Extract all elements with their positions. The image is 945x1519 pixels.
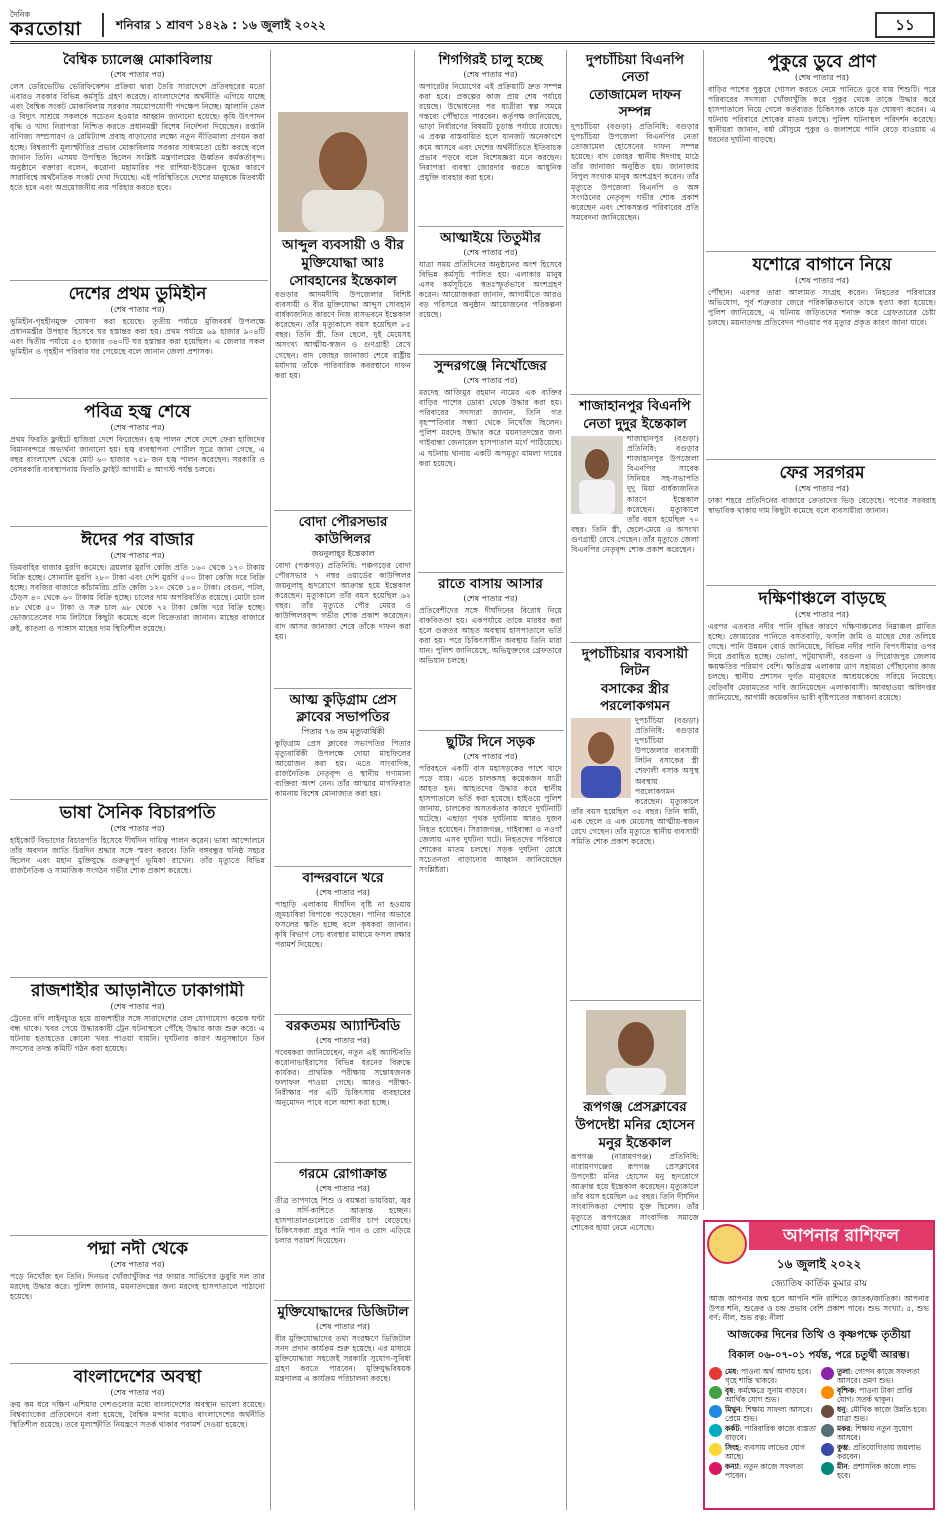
sign-prediction: কর্মক্ষেত্রে সুনাম বাড়বে। আর্থিক যোগ শুভ। [725, 1385, 807, 1404]
article-body: বীর মুক্তিযোদ্ধাদের তথ্য সংরক্ষণে ডিজিটাল সনদ প্রদান কার্যক্রম শুরু হয়েছে। এর মাধ্যমে মুক্তিযোদ্ধারা সহজেই সরকারি সুযোগ-সুবিধা গ্রহণ করতে পারবেন। মুক্তিযুদ্ধবিষয়ক মন্ত্রণালয় এ কার্যক্রম পরিচালনা করছে। [275, 1334, 411, 1384]
article-body: অপারেটর নিয়োগের এই প্রক্রিয়াটি দ্রুত সম্পন্ন করা হবে। প্রকল্পের কাজ প্রায় শেষ পর্যায়ে রয়েছে। উদ্বোধনের পর যাত্রীরা স্বল্প সময়ে গন্তব্যে পৌঁছাতে পারবেন। কর্তৃপক্ষ জানিয়েছে, ভাড়া নির্ধারণের বিষয়টি চূড়ান্ত পর্যায়ে রয়েছে। এ প্রকল্প বাস্তবায়িত হলে যানজট অনেকাংশে কমে আসবে এবং দেশের অর্থনীতিতে ইতিবাচক প্রভাব পড়বে বলে বিশেষজ্ঞরা মনে করছেন। নিরাপত্তা ব্যবস্থা জোরদার করতে আধুনিক প্রযুক্তি ব্যবহার করা হবে। [419, 82, 562, 182]
divider [706, 459, 936, 460]
horoscope-date: ১৬ জুলাই ২০২২ [776, 1257, 862, 1271]
continuation-note: (শেষ পাতার পর) [110, 1388, 165, 1397]
zodiac-sign-icon [709, 1424, 722, 1437]
continuation-note: (শেষ পাতার পর) [110, 1002, 165, 1011]
zodiac-sign-icon [821, 1405, 834, 1418]
sign-text: তুলা: গোপন কাজে সফলতা আসবে। ভ্রমণ শুভ। [837, 1366, 920, 1385]
zodiac-sign-icon [821, 1367, 834, 1380]
article-bandarban [275, 870, 411, 1010]
headline: বৈশ্বিক চ্যালেঞ্জ মোকাবিলায় [62, 52, 213, 68]
article-body: লেস ডেরিভেটিভ ভেরিফিকেশন প্রক্রিয়া দ্বারা তৈরি সারাদেশে প্রতিবছরের মতো এবারও সরকার বিভিন্ন কর্মসূচি গ্রহণ করেছে। বাংলাদেশের অর্থনীতি এগিয়ে যাচ্ছে এবং বৈশ্বিক সংকট মোকাবিলায় সরকার সময়োপযোগী পদক্ষেপ নিচ্ছে। জ্বালানি তেল ও বিদ্যুৎ সাশ্রয়ে সকলকে সচেতন হওয়ার আহ্বান জানানো হয়েছে। কৃষি উৎপাদন বৃদ্ধি ও খাদ্য নিরাপত্তা নিশ্চিত করতে প্রধানমন্ত্রী বিশেষ নির্দেশনা দিয়েছেন। রপ্তানি বাণিজ্য সম্প্রসারণ ও রেমিট্যান্স প্রবাহ বাড়ানোর লক্ষ্যে নতুন নীতিমালা প্রণয়ন করা হচ্ছে। বিশ্বব্যাপী মূল্যস্ফীতির প্রভাব মোকাবিলায় সরকার সাধ্যমতো চেষ্টা করছে বলে জানান তিনি। এসময় উপস্থিত ছিলেন সংশ্লিষ্ট মন্ত্রণালয়ের ঊর্ধ্বতন কর্মকর্তাবৃন্দ। অনুষ্ঠানে বক্তারা বলেন, করোনা মহামারির পর রাশিয়া-ইউক্রেন যুদ্ধের কারণে সারাবিশ্বে অর্থনৈতিক সংকট দেখা দিয়েছে। এই পরিস্থিতিতে দেশের মানুষকে মিতব্যয়ী হতে হবে এবং অপ্রয়োজনীয় ব্যয় পরিহার করতে হবে। [10, 82, 265, 192]
continuation-note: (শেষ পাতার পর) [110, 305, 165, 314]
headline: দুপচাঁচিয়া বিএনপি নেতা [586, 52, 684, 85]
column-rule [566, 50, 567, 1510]
divider [570, 394, 701, 395]
headline: রাতে বাসায় আসার [438, 576, 543, 592]
article-padma-river [10, 1239, 265, 1359]
sign-text: মীন: প্রশাসনিক কাজে লাভ হবে। [837, 1461, 916, 1480]
article-body: ডিমবাহির বাজার মুরগি কমেছে। ব্রয়লার মুরগি কেজি প্রতি ১৬০ থেকে ১৭০ টাকায় বিক্রি হচ্ছে। সোনালি মুরগি ২৮০ টাকা এবং দেশি মুরগি ৫০০ টাকা কেজি দরে বিক্রি হচ্ছে। সবজির বাজারে কাঁচামরিচ প্রতি কেজি ১২০ থেকে ১৪০ টাকা। বেগুন, পটল, ঢেঁড়স ৪০ থেকে ৬০ টাকায় বিক্রি হচ্ছে। চালের দাম অপরিবর্তিত রয়েছে। মোটা চাল ৪৮ থেকে ৫০ টাকা ও সরু চাল ৬৮ থেকে ৭২ টাকা কেজি দরে বিক্রি হচ্ছে। ভোজ্যতেলের দাম লিটারে কিছুটা কমেছে বলে বিক্রেতারা জানান। মাছের বাজারে রুই, কাতলা ও পাঙ্গাস মাছের দাম স্থিতিশীল রয়েছে। [10, 563, 265, 633]
article-pond-drowning [708, 52, 936, 247]
divider [274, 1162, 412, 1163]
zodiac-sign-icon [709, 1443, 722, 1456]
divider [10, 1235, 268, 1236]
article-night-home [419, 576, 562, 726]
article-body: মরদেহ আজিমুর রহমান নামের এক ব্যক্তির বাড়ির পাশের ডোবা থেকে উদ্ধার করা হয়। পরিবারের সদস্যরা জানান, তিনি গত বৃহস্পতিবার সন্ধ্যা থেকে নিখোঁজ ছিলেন। পুলিশ মরদেহ উদ্ধার করে ময়নাতদন্তের জন্য গাইবান্ধা জেনারেল হাসপাতাল মর্গে পাঠিয়েছে। এ ঘটনায় থানায় একটি অপমৃত্যু মামলা দায়ের করা হয়েছে। [419, 388, 562, 468]
article-body: বাড়ির পাশের পুকুরে গোসল করতে নেমে পানিতে ডুবে যায় শিশুটি। পরে পরিবারের সদস্যরা খোঁজাখুঁজি করে পুকুর থেকে তাকে উদ্ধার করে হাসপাতালে নিয়ে গেলে কর্তব্যরত চিকিৎসক তাকে মৃত ঘোষণা করেন। এ ঘটনায় পরিবারে শোকের মাতম চলছে। পুলিশ ঘটনাস্থল পরিদর্শন করেছে। স্থানীয়রা জানান, বর্ষা মৌসুমে পুকুর ও জলাশয়ে পানি বেড়ে যাওয়ায় এ ধরনের দুর্ঘটনা বাড়ছে। [708, 85, 936, 145]
article-body: প্রথম ফিরতি ফ্লাইটে হাজিরা দেশে ফিরেছেন। হজ্ব পালন শেষে দেশে ফেরা হাজিদের বিমানবন্দরে অভ্যর্থনা জানানো হয়। হজ্ব ব্যবস্থাপনা পোর্টাল সূত্রে জানা গেছে, এ বছর বাংলাদেশ থেকে মোট ৬০ হাজার ৭৫৮ জন হজ্ব পালন করেছেন। সরকারি ও বেসরকারি ব্যবস্থাপনায় ফিরতি ফ্লাইট আগামী ৪ আগস্ট পর্যন্ত চলবে। [10, 435, 265, 475]
masthead-name: করতোয়া [10, 17, 82, 40]
article-rupganj-press [571, 1098, 699, 1512]
continuation-note: (শেষ পাতার পর) [463, 70, 518, 79]
article-body: ক্রয় কম ধরে দক্ষিণ এশিয়ার দেশগুলোর মধ্যে বাংলাদেশের অবস্থান ভালো রয়েছে। বিশ্বব্যাংকের প্রতিবেদনে বলা হয়েছে, বৈশ্বিক মন্দার মধ্যেও বাংলাদেশের অর্থনীতি স্থিতিশীল রয়েছে। তবে মূল্যস্ফীতি নিয়ন্ত্রণে সতর্ক থাকার পরামর্শ দেওয়া হয়েছে। [10, 1400, 265, 1430]
divider [418, 226, 564, 227]
portrait-image [278, 112, 408, 232]
sign-name: মকর [837, 1423, 851, 1433]
article-language-soldier [10, 803, 265, 973]
continuation-note: (শেষ পাতার পর) [110, 70, 165, 79]
subheadline: জয়নুলাহ্‌র ইন্তেকাল [311, 549, 375, 558]
article-launch-soon [419, 52, 562, 222]
continuation-note: (শেষ পাতার পর) [794, 484, 850, 493]
zodiac-sign-icon [821, 1462, 834, 1475]
horoscope-sign-item [709, 1405, 817, 1423]
divider [274, 1300, 412, 1301]
sign-prediction: পারিবারিক কাজে ব্যস্ততা বাড়বে। [725, 1423, 817, 1442]
horoscope-subtitle: আজকের দিনের তিথি ও কৃষ্ণপক্ষে তৃতীয়া [727, 1327, 911, 1341]
sign-text: মেষ: পাওনা অর্থ আদায় হবে। গৃহে শান্তি থাকবে। [725, 1366, 812, 1385]
headline: শাজাহানপুর বিএনপি [579, 398, 691, 414]
continuation-note: (শেষ পাতার পর) [463, 594, 518, 603]
horoscope-sign-item [709, 1462, 817, 1480]
headline: আত্ম কুড়িগ্রাম প্রেস ক্লাবের সভাপতির [289, 692, 397, 725]
continuation-note: (শেষ পাতার পর) [463, 248, 518, 257]
continuation-note: (শেষ পাতার পর) [315, 1036, 371, 1045]
portrait-photo [278, 112, 408, 232]
horoscope-box [703, 1220, 935, 1510]
article-body: ট্রেনের বগি লাইনচ্যুত হয়ে রাজশাহীর সঙ্গে সারাদেশের রেল যোগাযোগ কয়েক ঘণ্টা বন্ধ থাকে। খবর পেয়ে উদ্ধারকারী ট্রেন ঘটনাস্থলে পৌঁছে উদ্ধার কাজ শুরু করে। এ ঘটনায় হতাহতের কোনো খবর পাওয়া যায়নি। দুর্ঘটনার কারণ অনুসন্ধানে তিন সদস্যের তদন্ত কমিটি গঠন করা হয়েছে। [10, 1014, 265, 1054]
article-body: দুপচাঁচিয়া (বগুড়া) প্রতিনিধি: বগুড়ার দুপচাঁচিয়া উপজেলার ব্যবসায়ী লিটন বসাকের স্ত্রী শেফালী বসাক অসুস্থ অবস্থায় পরলোকগমন করেছেন। মৃত্যুকালে তাঁর বয়স হয়েছিল ৩৫ বছর। তিনি স্বামী, এক ছেলে ও এক মেয়েসহ আত্মীয়-স্বজন রেখে গেছেন। তাঁর মৃত্যুতে স্থানীয় ব্যবসায়ী সমিতি শোক প্রকাশ করেছে। [571, 716, 699, 847]
headline: যশোরে বাগানে নিয়ে [752, 255, 892, 275]
article-heat-disease [275, 1166, 411, 1296]
sign-text: মকর: শিক্ষায় নতুন সুযোগ আসবে। [837, 1423, 913, 1442]
article-body: পাহাড়ি এলাকায় দীর্ঘদিন বৃষ্টি না হওয়ায় জুমচাষিরা বিপাকে পড়েছেন। পানির অভাবে ফসলের ক্ষতি হচ্ছে বলে কৃষকরা জানান। কৃষি বিভাগ সেচ ব্যবস্থার মাধ্যমে ফসল রক্ষার পরামর্শ দিয়েছে। [275, 900, 411, 950]
article-rajshahi-train [10, 981, 265, 1231]
sign-name: মিথুন [725, 1404, 741, 1414]
divider [418, 730, 564, 731]
article-body: এরপর এতবার নদীর পানি বৃদ্ধির কারণে দক্ষিণাঞ্চলের নিম্নাঞ্চল প্লাবিত হচ্ছে। জোয়ারের পানিতে বসতবাড়ি, ফসলি জমি ও মাছের ঘের তলিয়ে গেছে। পানি উন্নয়ন বোর্ড জানিয়েছে, বিভিন্ন নদীর পানি বিপৎসীমার ওপর দিয়ে প্রবাহিত হচ্ছে। ভোলা, পটুয়াখালী, বরগুনা ও পিরোজপুর জেলায় ক্ষয়ক্ষতির পরিমাণ বেশি। ক্ষতিগ্রস্ত এলাকায় ত্রাণ সহায়তা পৌঁছানোর কাজ চলছে। স্থানীয় প্রশাসন দুর্গত মানুষদের আশ্রয়কেন্দ্রে সরিয়ে নিয়েছে। বেড়িবাঁধ মেরামতের দাবি জানিয়েছেন এলাকাবাসী। আবহাওয়া অধিদপ্তর জানিয়েছে, আগামী কয়েকদিন ভারী বৃষ্টিপাতের সম্ভাবনা রয়েছে। [708, 622, 936, 702]
sign-name: ধনু [837, 1404, 846, 1414]
article-bangladesh-position [10, 1367, 265, 1512]
horoscope-intro: আজ আপনার জন্ম হলে আপনি শনি রাশিতে জাতক/জাতিকা। আপনার উপর শনি, শুক্রের ও চন্দ্র প্রভাব বেশি প্রকাশ পাবে। শুভ সংখ্যা: ৫, শুভ বর্ণ: নীল, শুভ রত্ন: নীলা [709, 1294, 929, 1322]
sign-name: বৃশ্চিক [837, 1385, 855, 1395]
continuation-note: (শেষ পাতার পর) [794, 73, 850, 82]
horoscope-sign-item [709, 1386, 817, 1404]
article-global-challenge [10, 52, 265, 277]
sign-text: কর্কট: পারিবারিক কাজে ব্যস্ততা বাড়বে। [725, 1423, 817, 1442]
headline: সুন্দরগঞ্জে নিখোঁজের [434, 358, 547, 374]
article-body: গবেষকরা জানিয়েছেন, নতুন এই অ্যান্টিবডি করোনাভাইরাসের বিভিন্ন ধরনের বিরুদ্ধে কার্যকর। প্রাথমিক পরীক্ষায় সন্তোষজনক ফলাফল পাওয়া গেছে। আরও পরীক্ষা-নিরীক্ষার পর এটি চিকিৎসায় ব্যবহারের অনুমোদন পাবে বলে আশা করা হচ্ছে। [275, 1048, 411, 1108]
divider [418, 354, 564, 355]
article-body: রূপগঞ্জ (নারায়ণগঞ্জ) প্রতিনিধি: নারায়ণগঞ্জের রূপগঞ্জ প্রেসক্লাবের উপদেষ্টা মনির হোসেন মনু হৃদরোগে আক্রান্ত হয়ে ইন্তেকাল করেছেন। মৃত্যুকালে তাঁর বয়স হয়েছিল ৬৫ বছর। তিনি দীর্ঘদিন সাংবাদিকতা পেশায় যুক্ত ছিলেন। তাঁর মৃত্যুতে রূপগঞ্জের সাংবাদিক সমাজে শোকের ছায়া নেমে এসেছে। [571, 1152, 699, 1232]
divider [274, 866, 412, 867]
zodiac-sign-icon [821, 1386, 834, 1399]
divider [10, 799, 268, 800]
divider [570, 642, 701, 643]
divider [10, 280, 268, 281]
sign-text: বৃষ: কর্মক্ষেত্রে সুনাম বাড়বে। আর্থিক যোগ শুভ। [725, 1385, 807, 1404]
continuation-note: (শেষ পাতার পর) [315, 1184, 371, 1193]
zodiac-sign-icon [709, 1462, 722, 1475]
article-body: ভূমিহীন-গৃহহীনমুক্ত ঘোষণা করা হয়েছে। তৃতীয় পর্যায়ে মুজিববর্ষ উপলক্ষে প্রধানমন্ত্রীর উপহার হিসেবে ঘর হস্তান্তর করা হয়। প্রথম পর্যায়ে ৬৯ হাজার ৯০৪টি এবং দ্বিতীয় পর্যায়ে ৫৩ হাজার ৩৪০টি ঘর হস্তান্তর করা হয়েছিল। এ জেলার সকল ভূমিহীন ও গৃহহীন পরিবার ঘর পেয়েছে বলে জানান জেলা প্রশাসক। [10, 317, 265, 357]
divider [10, 398, 268, 399]
continuation-note: (শেষ পাতার পর) [110, 824, 165, 833]
photo-caption: রূপগঞ্জ প্রেসক্লাবের উপদেষ্টা মনির হোসেন মনুর ইন্তেকাল [575, 1099, 695, 1151]
photo-caption: আব্দুল ব্যবসায়ী ও বীর মুক্তিযোদ্ধা আঃ সোবহানের ইন্তেকাল [282, 237, 404, 289]
divider [570, 1000, 701, 1001]
article-titumir [419, 230, 562, 350]
continuation-note: (শেষ পাতার পর) [794, 610, 850, 619]
headline: আত্মাইয়ে তিতুমীর [440, 230, 541, 246]
article-body: পরিবহনে একটি বাস মহাসড়কের পাশে খাদে পড়ে যায়। এতে চালকসহ কয়েকজন যাত্রী আহত হন। আহতদের উদ্ধার করে স্থানীয় হাসপাতালে ভর্তি করা হয়েছে। হাইওয়ে পুলিশ জানায়, চালকের অসতর্কতার কারণে দুর্ঘটনাটি ঘটেছে। এছাড়া পৃথক দুর্ঘটনায় আরও দুজন নিহত হয়েছেন। সিরাজগঞ্জ, গাইবান্ধা ও নওগাঁ জেলায় এসব দুর্ঘটনা ঘটে। নিহতদের পরিবারে শোকের মাতম চলছে। সড়ক দুর্ঘটনা রোধে সচেতনতা বাড়ানোর আহ্বান জানিয়েছেন সংশ্লিষ্টরা। [419, 764, 562, 874]
zodiac-sign-icon [709, 1367, 722, 1380]
divider [706, 251, 936, 252]
headline: রাজশাহীর আড়ানীতে ঢাকাগামী [31, 981, 244, 1001]
sign-list [705, 1365, 933, 1482]
sign-text: বৃশ্চিক: পাওনা টাকা প্রাপ্তি যোগ। সতর্ক থাকুন। [837, 1385, 913, 1404]
portrait-photo [571, 718, 631, 798]
sign-prediction: নতুন কাজে সফলতা পাবেন। [725, 1461, 804, 1480]
portrait-image [571, 436, 623, 514]
article-antibody [275, 1018, 411, 1158]
continuation-note: (শেষ পাতার পর) [110, 1260, 165, 1269]
dateline: শনিবার ১ শ্রাবণ ১৪২৯ : ১৬ জুলাই ২০২২ [102, 13, 875, 37]
article-southern-flood [708, 589, 936, 1211]
sign-prediction: ব্যবসায় লাভের যোগ আছে। [725, 1442, 805, 1461]
sign-prediction: শিক্ষায় সাফল্য আসবে। প্রেমে শুভ। [725, 1404, 813, 1423]
horoscope-sign-item [821, 1367, 929, 1385]
continuation-note: (শেষ পাতার পর) [315, 1322, 371, 1331]
article-dupchanchia-bnp [571, 52, 699, 390]
headline: পদ্মা নদী থেকে [87, 1239, 188, 1259]
sign-text: ধনু: মৌখিক কাজে উন্নতি হবে। যাত্রা শুভ। [837, 1404, 927, 1423]
headline: পবিত্র হজ্ব শেষে [84, 402, 191, 422]
article-body: ঢাকা শহরে প্রতিদিনের বাজারে ক্রেতাদের ভিড় বেড়েছে। পণ্যের সরবরাহ স্বাভাবিক থাকায় দাম কিছুটা কমেছে বলে ব্যবসায়ীরা জানান। [708, 496, 936, 516]
zodiac-wheel-icon [707, 1224, 747, 1264]
sign-name: কন্যা [725, 1461, 739, 1471]
article-body: বগুড়ার আদমদীঘি উপজেলার বিশিষ্ট ব্যবসায়ী ও বীর মুক্তিযোদ্ধা আব্দুস সোবহান বার্ধক্যজনিত কারণে নিজ বাসভবনে ইন্তেকাল করেছেন। তাঁর মৃত্যুকালে বয়স হয়েছিল ৮৫ বছর। তিনি স্ত্রী, তিন ছেলে, দুই মেয়েসহ অসংখ্য আত্মীয়-স্বজন ও গুণগ্রাহী রেখে গেছেন। বাদ জোহর জানাজা শেষে রাষ্ট্রীয় মর্যাদায় তাঁকে পারিবারিক কবরস্থানে দাফন করা হয়। [275, 290, 411, 380]
subheadline: তোজামেল দাফন সম্পন্ন [588, 87, 682, 120]
article-hajj [10, 402, 265, 522]
continuation-note: (শেষ পাতার পর) [315, 888, 371, 897]
divider [274, 510, 412, 511]
article-body: যাত্রা সময় প্রতিদিনের অনুষ্ঠানের অংশ হিসেবে বিভিন্ন কর্মসূচি পালিত হয়। এলাকার মানুষ এসব কর্মসূচিতে স্বতঃস্ফূর্তভাবে অংশগ্রহণ করেন। আয়োজকরা জানান, আগামীতে আরও বড় পরিসরে অনুষ্ঠান আয়োজনের পরিকল্পনা রয়েছে। [419, 260, 562, 320]
divider [706, 585, 936, 586]
horoscope-sign-item [709, 1443, 817, 1461]
headline: গরমে রোগাক্রান্ত [299, 1166, 387, 1182]
sign-name: কুম্ভ [837, 1442, 849, 1452]
headline: দুপচাঁচিয়ার ব্যবসায়ী লিটন [581, 646, 689, 679]
article-kurigram-press [275, 692, 411, 862]
portrait-photo [586, 1010, 686, 1095]
article-body: শাজাহানপুর (বগুড়া) প্রতিনিধি: বগুড়ার শাজাহানপুর উপজেলা বিএনপির সাবেক সিনিয়র সহ-সভাপতি দুদু মিয়া বার্ধক্যজনিত কারণে ইন্তেকাল করেছেন। মৃত্যুকালে তাঁর বয়স হয়েছিল ৭০ বছর। তিনি স্ত্রী, ছেলে-মেয়ে ও অসংখ্য গুণগ্রাহী রেখে গেছেন। তাঁর মৃত্যুতে জেলা বিএনপির নেতৃবৃন্দ শোক প্রকাশ করেছেন। [571, 434, 699, 555]
headline: বাংলাদেশের অবস্থা [73, 1367, 202, 1387]
horoscope-sign-item [821, 1462, 929, 1480]
sign-name: মেষ [725, 1366, 737, 1376]
zodiac-sign-icon [821, 1424, 834, 1437]
sign-text: মিথুন: শিক্ষায় সাফল্য আসবে। প্রেমে শুভ। [725, 1404, 813, 1423]
article-body: প্রতিবেশীদের সঙ্গে দীর্ঘদিনের বিরোধ নিয়ে বাকবিতণ্ডা হয়। একপর্যায়ে তাকে মারধর করা হলে গুরুতর আহত অবস্থায় হাসপাতালে ভর্তি করা হয়। পরে চিকিৎসাধীন অবস্থায় তিনি মারা যান। পুলিশ জানিয়েছে, অভিযুক্তদের গ্রেফতারে অভিযান চলছে। [419, 606, 562, 666]
continuation-note: (শেষ পাতার পর) [463, 376, 518, 385]
article-sundarganj-missing [419, 358, 562, 568]
sign-name: মীন [837, 1461, 848, 1471]
article-market-after-eid [10, 530, 265, 795]
zodiac-sign-icon [821, 1443, 834, 1456]
headline: ভাষা সৈনিক বিচারপতি [59, 803, 216, 823]
subheadline: বসাকের স্ত্রীর পরলোকগমন [600, 681, 670, 714]
continuation-note: (শেষ পাতার পর) [794, 276, 850, 285]
portrait-image [586, 1010, 686, 1095]
zodiac-sign-icon [709, 1405, 722, 1418]
headline: ঈদের পর বাজার [81, 530, 194, 550]
sign-text: কুম্ভ: প্রতিযোগিতায় জয়লাভ করবেন। [837, 1442, 921, 1461]
article-holiday-road [419, 734, 562, 1512]
sign-prediction: প্রতিযোগিতায় জয়লাভ করবেন। [837, 1442, 921, 1461]
article-body: পড়ে নিখোঁজ হন তিনি। দিনভর খোঁজাখুঁজির পর ফায়ার সার্ভিসের ডুবুরি দল তার মরদেহ উদ্ধার করে। পুলিশ জানায়, ময়নাতদন্তের জন্য মরদেহ হাসপাতালে পাঠানো হয়েছে। [10, 1272, 265, 1302]
sign-prediction: পাওনা টাকা প্রাপ্তি যোগ। সতর্ক থাকুন। [837, 1385, 913, 1404]
divider [10, 977, 268, 978]
masthead-small: দৈনিক [10, 9, 31, 19]
sign-text: কন্যা: নতুন কাজে সফলতা পাবেন। [725, 1461, 804, 1480]
horoscope-sign-item [821, 1405, 929, 1423]
divider [274, 688, 412, 689]
article-freedom-fighter-digital [275, 1304, 411, 1512]
headline: ছুটির দিনে সড়ক [446, 734, 535, 750]
column-rule [703, 50, 704, 1210]
article-jessore-garden [708, 255, 936, 455]
headline: মুক্তিযোদ্ধাদের ডিজিটাল [277, 1304, 409, 1320]
horoscope-sign-item [821, 1443, 929, 1461]
headline: ফের সরগরম [779, 463, 865, 483]
sign-prediction: মৌখিক কাজে উন্নতি হবে। যাত্রা শুভ। [837, 1404, 927, 1423]
horoscope-sign-item [821, 1424, 929, 1442]
article-body: তীব্র তাপদাহে শিশু ও বয়স্করা ডায়রিয়া, জ্বর ও সর্দি-কাশিতে আক্রান্ত হচ্ছেন। হাসপাতালগুলোতে রোগীর চাপ বেড়েছে। চিকিৎসকরা প্রচুর পানি পান ও রোদ এড়িয়ে চলার পরামর্শ দিয়েছেন। [275, 1196, 411, 1246]
sign-prediction: গোপন কাজে সফলতা আসবে। ভ্রমণ শুভ। [837, 1366, 920, 1385]
horoscope-time: বিকাল ০৬-০৭-০১ পর্যন্ত, পরে চতুর্থী আরম্ভ। [728, 1349, 910, 1361]
headline: পুকুরে ডুবে প্রাণ [767, 52, 877, 72]
article-liton-wife [571, 646, 699, 996]
article-busy-again [708, 463, 936, 581]
newspaper-masthead [10, 9, 102, 41]
zodiac-sign-icon [709, 1386, 722, 1399]
headline: দক্ষিণাঞ্চলে বাড়ছে [758, 589, 886, 609]
sign-name: সিংহ [725, 1442, 740, 1452]
horoscope-sign-item [709, 1424, 817, 1442]
column-rule [270, 50, 271, 1510]
headline: শিগগিরই চালু হচ্ছে [438, 52, 543, 68]
subheadline: নেতা দুদুর ইন্তেকাল [583, 416, 687, 432]
portrait-photo [571, 436, 623, 514]
headline: বোদা পৌরসভার কাউন্সিলর [298, 514, 388, 547]
sign-prediction: পাওনা অর্থ আদায় হবে। গৃহে শান্তি থাকবে। [725, 1366, 812, 1385]
sign-name: বৃষ [725, 1385, 734, 1395]
column-rule [414, 50, 415, 1510]
page-header [10, 8, 935, 44]
sign-name: তুলা [837, 1366, 851, 1376]
sign-text: সিংহ: ব্যবসায় লাভের যোগ আছে। [725, 1442, 805, 1461]
divider [10, 526, 268, 527]
article-boda-councillor [275, 514, 411, 684]
headline: দেশের প্রথম ডুমিহীন [68, 284, 207, 304]
sign-prediction: শিক্ষায় নতুন সুযোগ আসবে। [837, 1423, 913, 1442]
headline: বান্দরবানে খরে [302, 870, 384, 886]
article-freedom-fighter-death [275, 236, 411, 506]
article-body: কুড়িগ্রাম প্রেস ক্লাবের সভাপতির পিতার মৃত্যুবার্ষিকী উপলক্ষে দোয়া মাহফিলের আয়োজন করা হয়। এতে সাংবাদিক, রাজনৈতিক নেতৃবৃন্দ ও স্থানীয় গণ্যমান্য ব্যক্তিরা অংশ নেন। তাঁর আত্মার মাগফিরাত কামনায় বিশেষ মোনাজাত করা হয়। [275, 739, 411, 799]
sign-name: কর্কট [725, 1423, 740, 1433]
divider [274, 1014, 412, 1015]
continuation-note: (শেষ পাতার পর) [463, 752, 518, 761]
headline: বরকতময় আ্যান্টিবডি [285, 1018, 401, 1034]
continuation-note: (শেষ পাতার পর) [110, 551, 165, 560]
article-body: হাইকোর্ট বিভাগের বিচারপতি হিসেবে দীর্ঘদিন দায়িত্ব পালন করেন। ভাষা আন্দোলনে তাঁর অবদান জাতি চিরদিন শ্রদ্ধার সঙ্গে স্মরণ করবে। তিনি বঙ্গবন্ধুর ঘনিষ্ঠ সহচর ছিলেন এবং মহান মুক্তিযুদ্ধে গুরুত্বপূর্ণ ভূমিকা রাখেন। তাঁর মৃত্যুতে বিভিন্ন রাজনৈতিক ও সামাজিক সংগঠন গভীর শোক প্রকাশ করেছে। [10, 836, 265, 876]
divider [10, 1363, 268, 1364]
article-body: দুপচাঁচিয়া (বগুড়া) প্রতিনিধি: বগুড়ার দুপচাঁচিয়া উপজেলা বিএনপির নেতা তোজামেল হোসেনের দাফন সম্পন্ন হয়েছে। বাদ জোহর স্থানীয় ঈদগাহ মাঠে তাঁর জানাজা অনুষ্ঠিত হয়। জানাজায় বিপুল সংখ্যক মানুষ অংশগ্রহণ করেন। তাঁর মৃত্যুতে উপজেলা বিএনপি ও অঙ্গ সংগঠনের নেতৃবৃন্দ গভীর শোক প্রকাশ করেছেন এবং শোকসন্তপ্ত পরিবারের প্রতি সমবেদনা জানিয়েছেন। [571, 122, 699, 222]
portrait-image [571, 718, 631, 798]
continuation-note: (শেষ পাতার পর) [110, 423, 165, 432]
divider [418, 572, 564, 573]
article-shajahanpur-bnp [571, 398, 699, 638]
sign-prediction: প্রশাসনিক কাজে লাভ হবে। [837, 1461, 916, 1480]
horoscope-title: আপনার রাশিফল [749, 1222, 933, 1250]
page-number: ১১ [875, 12, 935, 38]
horoscope-sign-item [821, 1386, 929, 1404]
subheadline: পিতার ৭৬ তম মৃত্যুবার্ষিকী [301, 727, 385, 736]
article-landless-free [10, 284, 265, 394]
horoscope-author: জ্যোতিষ কার্তিক কুমার রায় [770, 1279, 868, 1289]
article-body: পৌঁছান। এরপর তারা আলামত সংগ্রহ করেন। নিহতের পরিবারের অভিযোগ, পূর্ব শত্রুতার জেরে পরিকল্পিতভাবে তাকে হত্যা করা হয়েছে। পুলিশ জানিয়েছে, এ ঘটনায় জড়িতদের শনাক্ত করে গ্রেফতারের চেষ্টা চলছে। ময়নাতদন্ত প্রতিবেদন পাওয়ার পর মৃত্যুর প্রকৃত কারণ জানা যাবে। [708, 288, 936, 328]
horoscope-sign-item [709, 1367, 817, 1385]
article-body: বোদা (পঞ্চগড়) প্রতিনিধি: পঞ্চগড়ের বোদা পৌরসভার ৭ নম্বর ওয়ার্ডের কাউন্সিলর জয়নুলাহ্‌ হৃদরোগে আক্রান্ত হয়ে ইন্তেকাল করেছেন। মৃত্যুকালে তাঁর বয়স হয়েছিল ৬২ বছর। তাঁর মৃত্যুতে পৌর মেয়র ও কাউন্সিলরবৃন্দ গভীর শোক প্রকাশ করেছেন। বাদ আসর জানাজা শেষে তাঁকে দাফন করা হয়। [275, 561, 411, 641]
